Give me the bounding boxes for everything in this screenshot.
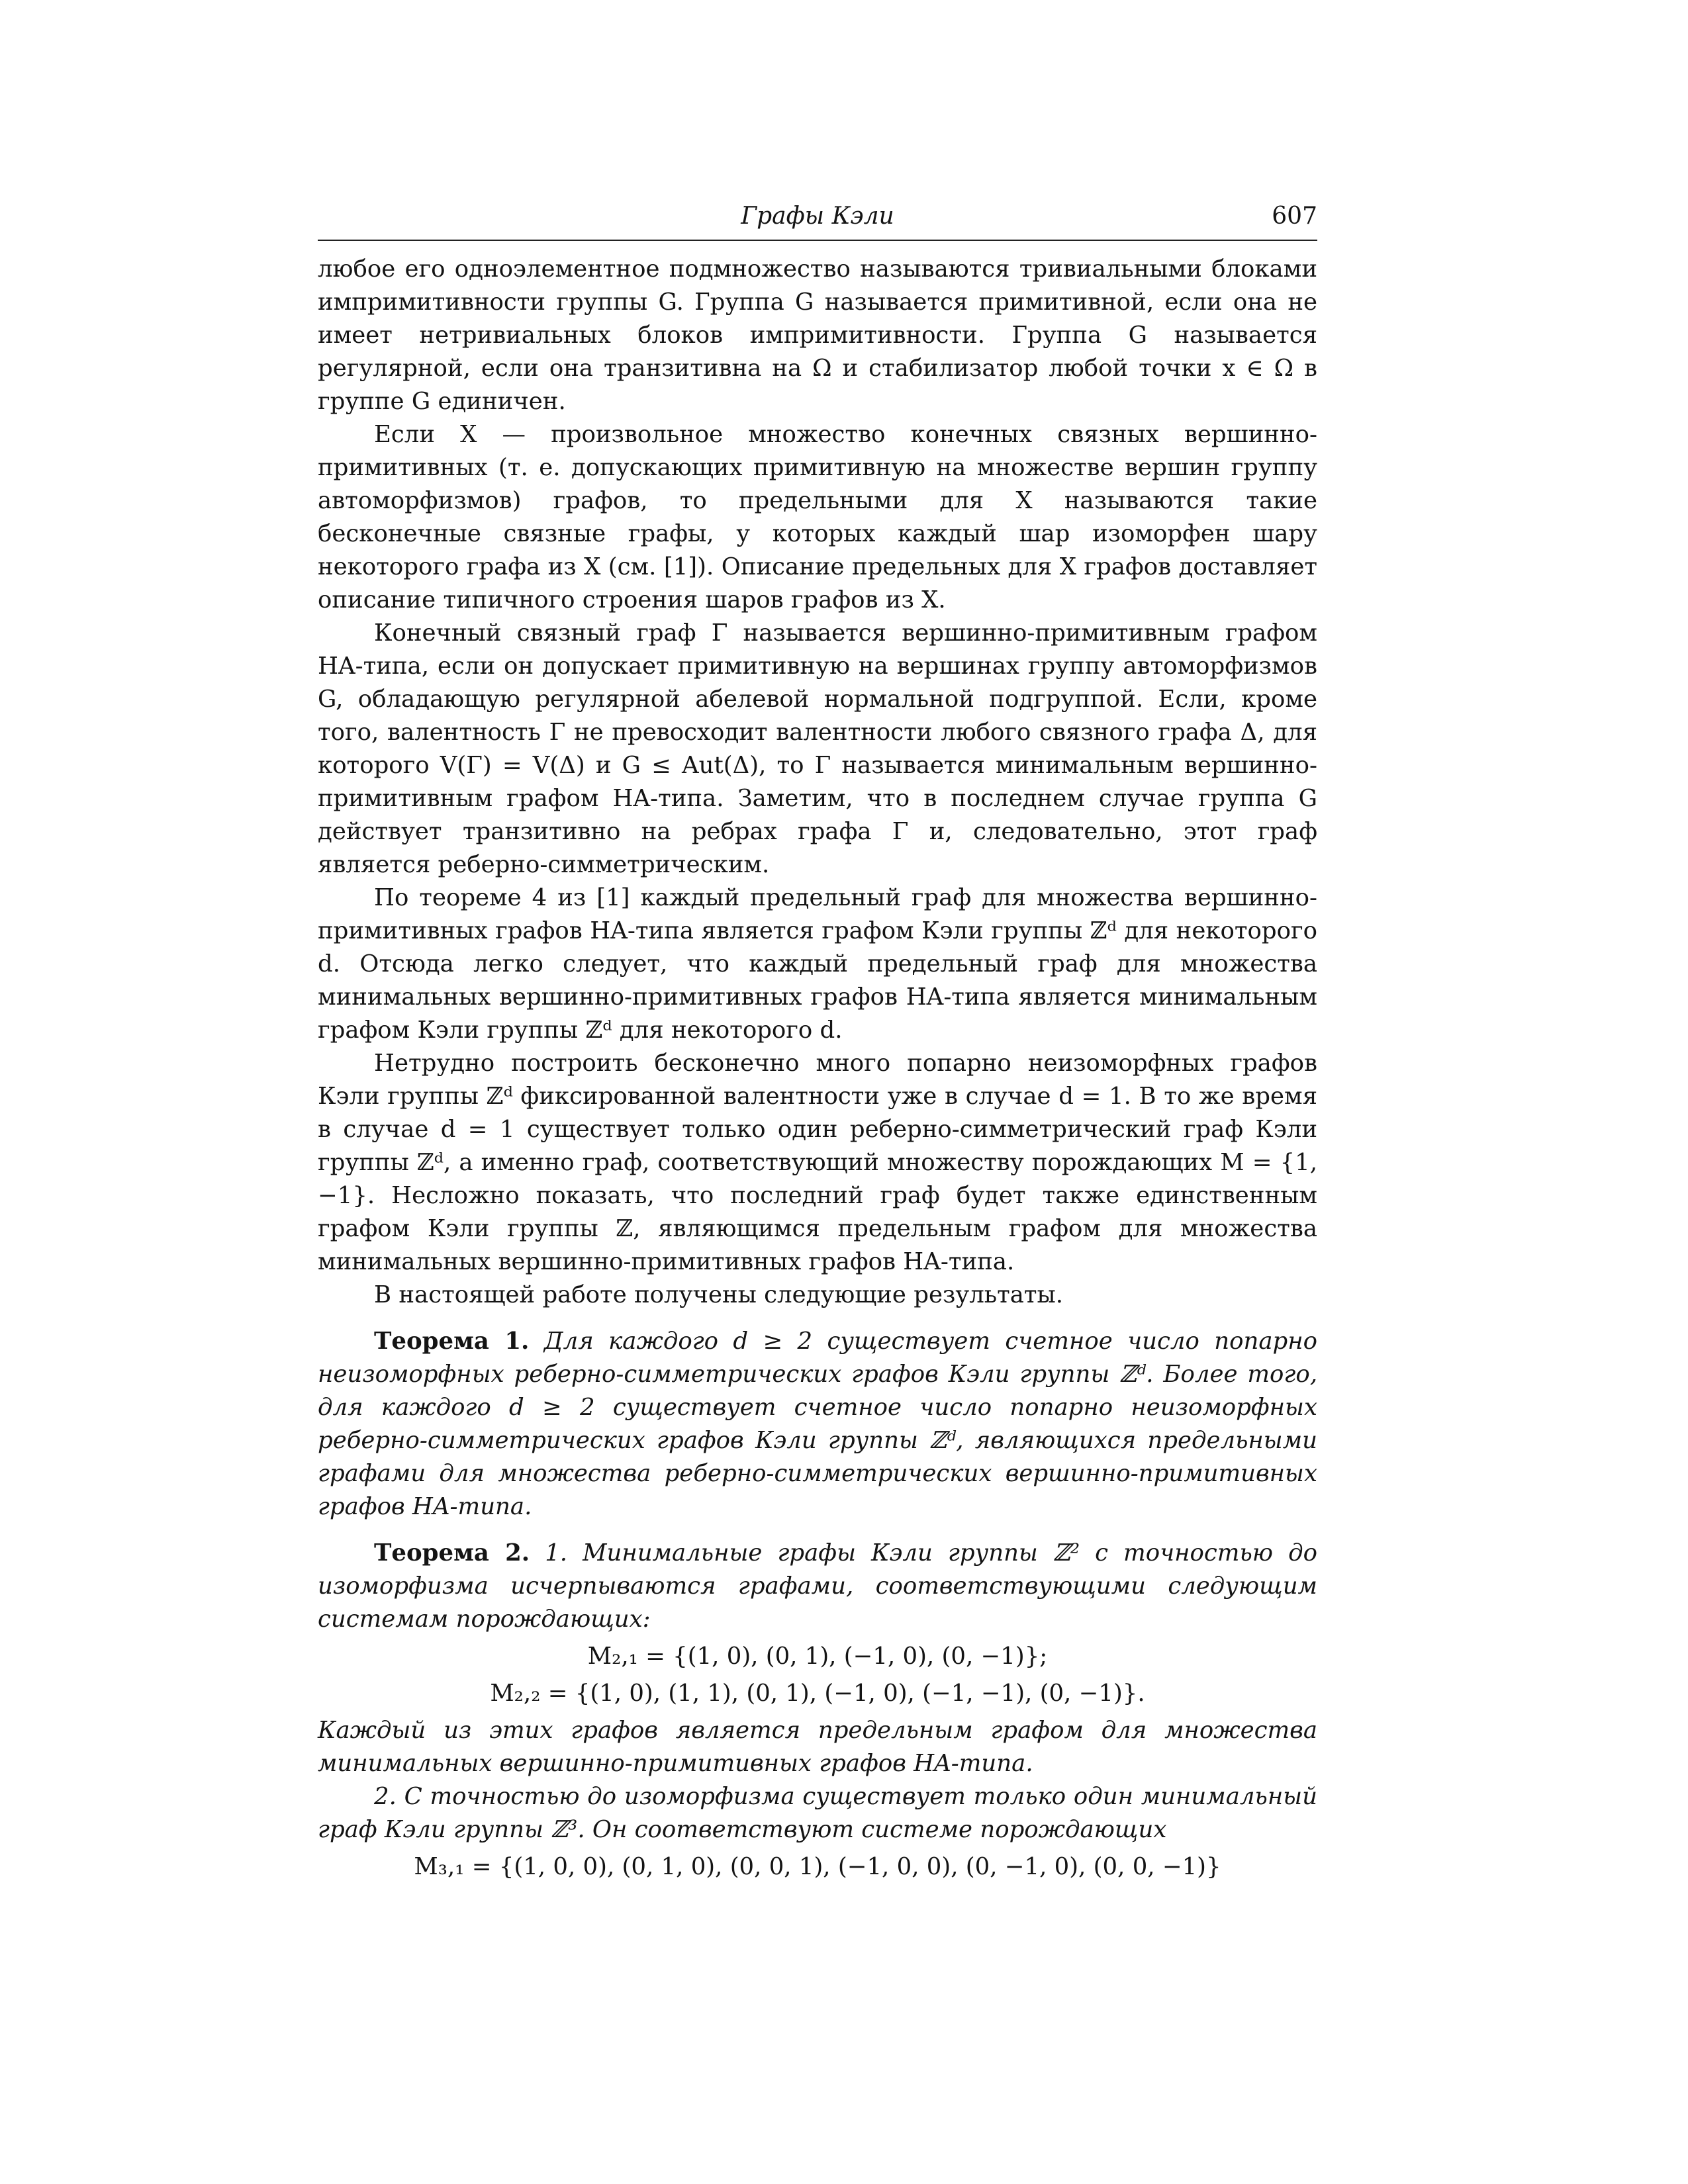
theorem-1-label: Теорема 1. xyxy=(374,1328,530,1355)
theorem-2-label: Теорема 2. xyxy=(374,1539,530,1567)
body-text xyxy=(318,253,1317,1884)
paragraph-1: любое его одноэлементное подмножество называются тривиальными блоками импримитивности группы G. Группа G называется примитивной, если она не имеет нетривиальных блоков импримитивности. Группа G называется регулярной, если она транзитивна на Ω и стабилизатор любой точки x ∈ Ω в группе G единичен. xyxy=(318,255,1317,415)
formula-m31: M₃,₁ = {(1, 0, 0), (0, 1, 0), (0, 0, 1), (−1, 0, 0), (0, −1, 0), (0, 0, −1)} xyxy=(414,1853,1221,1880)
theorem-1 xyxy=(318,1325,1317,1524)
running-title: Графы Кэли xyxy=(741,203,894,230)
page-number: 607 xyxy=(1272,203,1317,230)
paragraph-4: По теореме 4 из [1] каждый предельный граф для множества вершинно-примитивных графов HA-типа является графом Кэли группы ℤᵈ для некоторого d. Отсюда легко следует, что каждый предельный граф для множества минимальных вершинно-примитивных графов HA-типа является минимальным графом Кэли группы ℤᵈ для некоторого d. xyxy=(318,884,1317,1044)
paragraph-2: Если X — произвольное множество конечных связных вершинно-примитивных (т. е. допускающих примитивную на множестве вершин группу автоморфизмов) графов, то предельными для X называются такие бесконечные связные графы, у которых каждый шар изоморфен шару некоторого графа из X (см. [1]). Описание предельных для X графов доставляет описание типичного строения шаров графов из X. xyxy=(318,421,1317,614)
theorem-2-after-formulas: Каждый из этих графов является предельным графом для множества минимальных вершинно-примитивных графов HA-типа. xyxy=(318,1717,1317,1777)
theorem-2-part-2: 2. С точностью до изоморфизма существует только один минимальный граф Кэли группы ℤ³. Он соответствуют системе порождающих xyxy=(318,1783,1317,1843)
theorem-2-text: 1. Минимальные графы Кэли группы ℤ² с точностью до изоморфизма исчерпываются графами, соответствующими следующим системам порождающих: xyxy=(318,1539,1317,1633)
running-head xyxy=(318,199,1317,241)
formula-m22: M₂,₂ = {(1, 0), (1, 1), (0, 1), (−1, 0), (−1, −1), (0, −1)}. xyxy=(490,1680,1145,1707)
paragraph-3: Конечный связный граф Γ называется вершинно-примитивным графом HA-типа, если он допускает примитивную на вершинах группу автоморфизмов G, обладающую регулярной абелевой нормальной подгруппой. Если, кроме того, валентность Γ не превосходит валентности любого связного графа Δ, для которого V(Γ) = V(Δ) и G ≤ Aut(Δ), то Γ называется минимальным вершинно-примитивным графом HA-типа. Заметим, что в последнем случае группа G действует транзитивно на ребрах графа Γ и, следовательно, этот граф является реберно-симметрическим. xyxy=(318,619,1317,878)
theorem-1-text: Для каждого d ≥ 2 существует счетное число попарно неизоморфных реберно-симметрических графов Кэли группы ℤᵈ. Более того, для каждого d ≥ 2 существует счетное число попарно неизоморфных реберно-симметрических графов Кэли группы ℤᵈ, являющихся предельными графами для множества реберно-симметрических вершинно-примитивных графов HA-типа. xyxy=(318,1328,1317,1520)
page xyxy=(318,199,1317,1888)
paragraph-5: Нетрудно построить бесконечно много попарно неизоморфных графов Кэли группы ℤᵈ фиксированной валентности уже в случае d = 1. В то же время в случае d = 1 существует только один реберно-симметрический граф Кэли группы ℤᵈ, а именно граф, соответствующий множеству порождающих M = {1, −1}. Несложно показать, что последний граф будет также единственным графом Кэли группы ℤ, являющимся предельным графом для множества минимальных вершинно-примитивных графов HA-типа. xyxy=(318,1050,1317,1275)
paragraph-6: В настоящей работе получены следующие результаты. xyxy=(374,1281,1064,1308)
theorem-2 xyxy=(318,1537,1317,1636)
formula-m21: M₂,₁ = {(1, 0), (0, 1), (−1, 0), (0, −1)}; xyxy=(587,1643,1048,1670)
